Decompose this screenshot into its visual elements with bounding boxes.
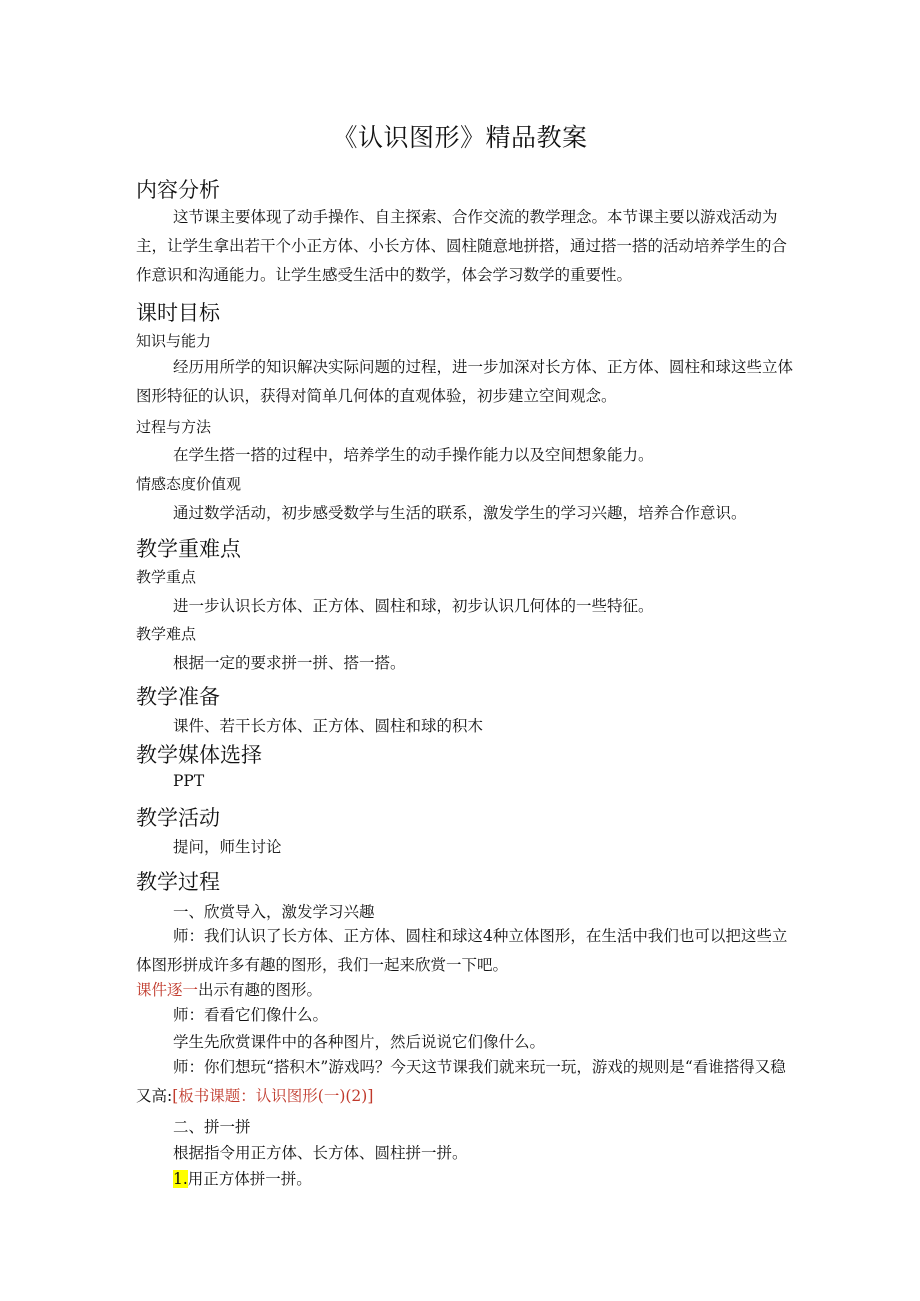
courseware-annotation: 课件逐一 [136, 981, 199, 999]
teacher-line-3 [136, 1053, 796, 1111]
board-title-annotation: [板书课题：认识图形(一)(2)] [172, 1087, 374, 1105]
emotion-paragraph: 通过数学活动，初步感受数学与生活的联系，激发学生的学习兴趣，培养合作意识。 [173, 504, 747, 522]
process-paragraph: 在学生搭一搭的过程中，培养学生的动手操作能力以及空间想象能力。 [173, 446, 654, 464]
courseware-line [136, 976, 796, 1005]
preparation-paragraph: 课件、若干长方体、正方体、圆柱和球的积木 [173, 717, 484, 735]
heading-activity: 教学活动 [136, 806, 220, 830]
heading-content-analysis: 内容分析 [136, 178, 220, 202]
emotion-label: 情感态度价值观 [136, 475, 242, 493]
step1-title: 一、欣赏导入，激发学习兴趣 [173, 903, 375, 921]
heading-media: 教学媒体选择 [136, 743, 262, 767]
heading-key-points: 教学重难点 [136, 537, 241, 561]
heading-preparation: 教学准备 [136, 685, 220, 709]
list-item-1-text: 用正方体拼一拼。 [187, 1170, 312, 1188]
list-item-1 [173, 1167, 312, 1189]
students-line: 学生先欣赏课件中的各种图片，然后说说它们像什么。 [173, 1033, 546, 1051]
teacher-line-2: 师：看看它们像什么。 [173, 1006, 329, 1024]
teacher-line-3-text: 师：你们想玩“搭积木”游戏吗？今天这节课我们就来玩一玩，游戏的规则是“看谁搭得又稳又高: [136, 1058, 786, 1105]
document-title: 《认识图形》精品教案 [332, 123, 588, 152]
activity-paragraph: 提问，师生讨论 [173, 838, 282, 856]
teacher-line-1: 师：我们认识了长方体、正方体、圆柱和球这4种立体图形，在生活中我们也可以把这些立体图形拼成许多有趣的图形，我们一起来欣赏一下吧。 [136, 927, 788, 974]
difficulty-paragraph: 根据一定的要求拼一拼、搭一搭。 [173, 654, 406, 672]
heading-objectives: 课时目标 [136, 301, 220, 325]
process-label: 过程与方法 [136, 418, 212, 436]
content-analysis-paragraph: 这节课主要体现了动手操作、自主探索、合作交流的教学理念。本节课主要以游戏活动为主，让学生拿出若干个小正方体、小长方体、圆柱随意地拼搭，通过搭一搭的活动培养学生的合作意识和沟通能力。让学生感受生活中的数学，体会学习数学的重要性。 [136, 208, 788, 284]
list-item-1-number: 1. [173, 1170, 188, 1188]
focus-label: 教学重点 [136, 568, 197, 586]
difficulty-label: 教学难点 [136, 625, 197, 643]
step2-paragraph: 根据指令用正方体、长方体、圆柱拼一拼。 [173, 1144, 468, 1162]
knowledge-label: 知识与能力 [136, 332, 212, 350]
heading-process: 教学过程 [136, 870, 220, 894]
focus-paragraph: 进一步认识长方体、正方体、圆柱和球，初步认识几何体的一些特征。 [173, 597, 654, 615]
knowledge-paragraph: 经历用所学的知识解决实际问题的过程，进一步加深对长方体、正方体、圆柱和球这些立体图形特征的认识，获得对简单几何体的直观体验，初步建立空间观念。 [136, 358, 794, 405]
media-paragraph: PPT [173, 772, 205, 790]
courseware-rest: 出示有趣的图形。 [198, 981, 323, 999]
step2-title: 二、拼一拼 [173, 1118, 251, 1136]
